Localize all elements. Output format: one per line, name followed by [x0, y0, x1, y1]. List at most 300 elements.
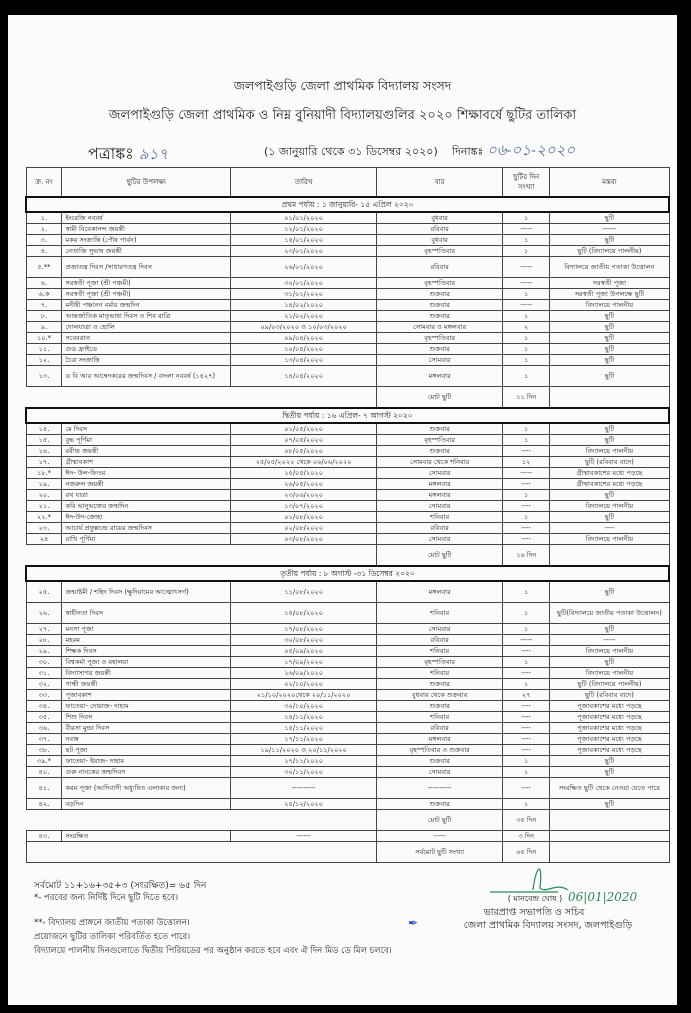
- cell-remarks: ছুটি (রবিবার বাদে): [550, 690, 669, 701]
- total-label: মোট ছুটি: [377, 387, 503, 409]
- cell-serial: ১৪.: [26, 423, 62, 435]
- cell-days-count: ২: [503, 322, 550, 333]
- cell-remarks: ছুটি: [550, 355, 669, 366]
- total-row: [26, 810, 669, 831]
- period-range: (১ জানুয়ারি থেকে ৩১ ডিসেম্বর ২০২০): [264, 145, 438, 158]
- cell-day: সোমবার: [377, 355, 503, 366]
- cell-date: ০২/১০/২০২০: [231, 679, 377, 690]
- cell-remarks: পূজাবকাশের মধ্যে পড়ছে: [550, 701, 669, 712]
- cell-serial: ১৫.: [26, 435, 62, 446]
- cell-day: শুক্রবার: [377, 446, 503, 457]
- total-row: [26, 545, 669, 567]
- col-days-count: ছুটির দিন সংখ্যা: [503, 168, 550, 198]
- cell-occasion: স্বাধীনতা দিবস: [62, 603, 231, 624]
- cell-remarks: ছুটি: [550, 311, 669, 322]
- cell-date: ২৬/০৯/২০২০: [231, 668, 377, 679]
- cell-day: রবিবার: [377, 257, 503, 278]
- cell-serial: ২২.*: [26, 512, 62, 523]
- cell-day: সোমবার: [377, 468, 503, 479]
- cell-remarks: [550, 831, 669, 842]
- cell-remarks: বিদ্যালয়ে পালনীয়: [550, 534, 669, 545]
- cell-remarks: পূজাবকাশের মধ্যে পড়ছে: [550, 712, 669, 723]
- cell-date: ০১/০১/২০২০: [231, 212, 377, 224]
- cell-occasion: নজরুল জয়ন্তী: [62, 479, 231, 490]
- cell-days-count: ১: [503, 212, 550, 224]
- cell-occasion: মকর সংক্রান্তি (পৌষ পার্বন): [62, 235, 231, 246]
- cell-remarks: বিদ্যালয়ে পালনীয়: [550, 501, 669, 512]
- cell-day: মঙ্গলবার: [377, 581, 503, 603]
- phase-title: প্রথম পর্যায় : ১ জানুয়ারি- ১৫ এপ্রিল ২০২০: [26, 197, 669, 212]
- cell-day: বৃহস্পতিবার: [377, 278, 503, 289]
- cell-serial: ১৯.: [26, 479, 62, 490]
- cell-occasion: বুদ্ধ পূর্ণিমা: [62, 435, 231, 446]
- total-label: মোট ছুটি: [377, 545, 503, 567]
- table-row: [26, 734, 669, 745]
- cell-date: ১০/০৪/২০২০: [231, 344, 377, 355]
- cell-occasion: বড়দিন: [62, 799, 231, 810]
- cell-day: শুক্রবার: [377, 756, 503, 767]
- cell-serial: ৯.: [26, 322, 62, 333]
- cell-day: বৃহস্পতিবার: [377, 246, 503, 257]
- cell-days-count: ----: [503, 523, 550, 534]
- total-remarks: [550, 545, 669, 567]
- cell-serial: ৪.: [26, 246, 62, 257]
- cell-occasion: প্রজাতন্ত্র দিবস /সাধারণতন্ত্র দিবস: [62, 257, 231, 278]
- phase-title: তৃতীয় পর্যায় : ৮ অগাস্ট -৩১ ডিসেম্বর ২০২০: [26, 566, 669, 581]
- cell-occasion: গ্রীষ্মাবকাশ: [62, 457, 231, 468]
- table-row: [26, 690, 669, 701]
- cell-days-count: ১: [503, 756, 550, 767]
- cell-serial: ২৩.: [26, 523, 62, 534]
- cell-day: সোমবার: [377, 624, 503, 635]
- cell-date: ০৫/০৯/২০২০: [231, 646, 377, 657]
- cell-serial: ৩৯.*: [26, 756, 62, 767]
- cell-days-count: ১: [503, 799, 550, 810]
- cell-remarks: ছুটি (রবিবার বাদে): [550, 457, 669, 468]
- cell-day: রবিবার: [377, 224, 503, 235]
- cell-day: মঙ্গলবার: [377, 490, 503, 501]
- table-row: [26, 224, 669, 235]
- cell-day: শুক্রবার: [377, 701, 503, 712]
- cell-days-count: ----: [503, 712, 550, 723]
- cell-serial: ৪১.: [26, 778, 62, 799]
- cell-remarks: ছুটি: [550, 322, 669, 333]
- cell-remarks: ছুটি (বিদ্যালয়ে পালনীয়): [550, 679, 669, 690]
- document-title: জলপাইগুড়ি জেলা প্রাথমিক ও নিম্ন বুনিয়াদী বিদ্যালয়গুলির ২০২০ শিক্ষাবর্ষে ছুটির তালিকা: [108, 108, 577, 123]
- cell-day: বৃহস্পতিবার: [377, 657, 503, 668]
- total-label: মোট ছুটি: [377, 810, 503, 831]
- col-serial: ক্র. নং: [26, 168, 62, 198]
- cell-serial: ১৬.: [26, 446, 62, 457]
- cell-days-count: -----: [503, 468, 550, 479]
- table-row: [26, 446, 669, 457]
- cell-serial: ৩৫.: [26, 712, 62, 723]
- cell-date: ১৫/০৮/২০২০: [231, 603, 377, 624]
- pen-mark-icon: ✒: [408, 916, 419, 930]
- cell-remarks: ছুটি: [550, 767, 669, 778]
- cell-date: ২৬/০৫/২০২০: [231, 479, 377, 490]
- grand-sum-note: সর্বমোট ১১+১৬+৩৫+৩ (সংরক্ষিত)= ৬৫ দিন: [34, 881, 207, 891]
- cell-occasion: ঈদ- উল-ফিতর: [62, 468, 231, 479]
- cell-days-count: ২৭: [503, 690, 550, 701]
- cell-days-count: -----: [503, 300, 550, 311]
- cell-days-count: ১: [503, 657, 550, 668]
- cell-serial: ২.: [26, 224, 62, 235]
- cell-remarks: ছুটি(বিদ্যালয়ে জাতীয় পতাকা উত্তোলন): [550, 603, 669, 624]
- cell-occasion: ড বি আর আম্বেদকরের জন্মদিবস / বাংলা নববর্ষ (১৪২৭): [62, 366, 231, 387]
- cell-occasion: কবি ভানুভক্তের জন্মদিন: [62, 501, 231, 512]
- cell-remarks: ছুটি: [550, 212, 669, 224]
- cell-days-count: ১: [503, 490, 550, 501]
- cell-date: ১৪/০৪/২০২০: [231, 366, 377, 387]
- cell-occasion: চৈত্র সংক্রান্তি: [62, 355, 231, 366]
- cell-occasion: শিক্ষক দিবস: [62, 646, 231, 657]
- phase-header: [26, 197, 669, 212]
- cell-day: বৃহস্পতিবার ও শুক্রবার: [377, 745, 503, 756]
- cell-date: ২৩/০১/২০২০: [231, 246, 377, 257]
- cell-occasion: ফাতেয়া- দোয়াজ- দাহাম: [62, 701, 231, 712]
- cell-date: ১৭/০৯/২০২০: [231, 657, 377, 668]
- table-row: [26, 257, 669, 278]
- cell-days-count: ----: [503, 778, 550, 799]
- cell-remarks: ছুটি: [550, 512, 669, 523]
- cell-days-count: ১: [503, 344, 550, 355]
- phase-header: [26, 566, 669, 581]
- cell-serial: ১১.: [26, 344, 62, 355]
- table-row: [26, 289, 669, 300]
- cell-remarks: ছুটি: [550, 366, 669, 387]
- cell-remarks: সংরক্ষিত ছুটি থেকে নেওয়া যেতে পারে: [550, 778, 669, 799]
- cell-date: ৩০/১১/২০২০: [231, 767, 377, 778]
- table-row: [26, 534, 669, 545]
- cell-day: বুধবার থেকে শুক্রবার: [377, 690, 503, 701]
- cell-serial: ১.: [26, 212, 62, 224]
- cell-occasion: পূজাবকাশ: [62, 690, 231, 701]
- cell-date: ২৭/১১/২০২০: [231, 756, 377, 767]
- cell-occasion: বিশ্বকর্মা পূজা ও মহালয়া: [62, 657, 231, 668]
- cell-remarks: গ্রীষ্মাবকাশের মধ্যে পড়ছে: [550, 479, 669, 490]
- cell-days-count: ----: [503, 479, 550, 490]
- cell-date: ২৬/০১/২০২০: [231, 257, 377, 278]
- cell-remarks: -----: [550, 635, 669, 646]
- cell-occasion: গুরু নানকের জন্মদিবস: [62, 767, 231, 778]
- cell-remarks: ছুটি: [550, 581, 669, 603]
- cell-day: মঙ্গলবার: [377, 734, 503, 745]
- cell-occasion: রবীন্দ্র জয়ন্তী: [62, 446, 231, 457]
- cell-day: শনিবার: [377, 603, 503, 624]
- memo-value: ৯১৭: [138, 145, 169, 163]
- cell-day: শুক্রবার: [377, 300, 503, 311]
- cell-serial: ৮.: [26, 311, 62, 322]
- cell-date: ০১/০৫/২০২০: [231, 423, 377, 435]
- cell-serial: ৩৭.: [26, 734, 62, 745]
- table-row: [26, 235, 669, 246]
- cell-remarks: ছুটি: [550, 344, 669, 355]
- total-value: ১১ দিন: [503, 387, 550, 409]
- cell-days-count: ১: [503, 289, 550, 300]
- cell-serial: ৩১.: [26, 668, 62, 679]
- cell-days-count: ----: [503, 446, 550, 457]
- cell-days-count: ১: [503, 435, 550, 446]
- cell-days-count: ১২: [503, 457, 550, 468]
- cell-serial: ৩.: [26, 235, 62, 246]
- cell-serial: ৩৬.: [26, 723, 62, 734]
- cell-occasion: জন্মাষ্টমী / শহিদ দিবস (ক্ষুদিরামের আত্মোৎসর্গ): [62, 581, 231, 603]
- table-row: [26, 333, 669, 344]
- cell-serial: ১৩.: [26, 366, 62, 387]
- cell-occasion: ছট পূজা: [62, 745, 231, 756]
- table-row: [26, 366, 669, 387]
- total-value: ৩৫ দিন: [503, 810, 550, 831]
- cell-remarks: বিদ্যালয়ে পালনীয়: [550, 446, 669, 457]
- cell-days-count: ১: [503, 603, 550, 624]
- table-row: [26, 423, 669, 435]
- cell-date: ০৩/০৮/২০২০: [231, 534, 377, 545]
- cell-remarks: ছুটি: [550, 435, 669, 446]
- cell-days-count: ----: [503, 701, 550, 712]
- cell-serial: ৩৮.: [26, 745, 62, 756]
- cell-occasion: রথ যাত্রা: [62, 490, 231, 501]
- cell-day: শনিবার: [377, 712, 503, 723]
- cell-days-count: ১: [503, 512, 550, 523]
- cell-date: ১৪/০২/২০২০: [231, 300, 377, 311]
- cell-date: ১৩/০৭/২০২০: [231, 501, 377, 512]
- table-row: [26, 799, 669, 810]
- signature-date: 06|01|2020: [568, 890, 638, 904]
- total-spacer: [26, 387, 377, 409]
- grand-total-label: সর্বমোট ছুটি সংখ্যা: [377, 842, 503, 863]
- phase-header: [26, 408, 669, 423]
- memo-number: [88, 141, 168, 168]
- cell-occasion: মনীষী পঞ্চানন বর্মার জন্মদিন: [62, 300, 231, 311]
- cell-serial: ২৯.: [26, 646, 62, 657]
- table-row: [26, 646, 669, 657]
- total-remarks: [550, 810, 669, 831]
- table-row: [26, 501, 669, 512]
- cell-days-count: ১: [503, 235, 550, 246]
- cell-occasion: ইংরেজি নববর্ষ: [62, 212, 231, 224]
- cell-remarks: পূজাবকাশের মধ্যে পড়ছে: [550, 745, 669, 756]
- cell-serial: ৪৩.: [26, 831, 62, 842]
- cell-serial: ২১.: [26, 501, 62, 512]
- cell-date: ১৪/১১/২০২০: [231, 712, 377, 723]
- cell-occasion: বীরসা মুন্ডা দিবস: [62, 723, 231, 734]
- cell-date: ১৫/০১/২০২০: [231, 235, 377, 246]
- table-row: [26, 322, 669, 333]
- cell-day: শুক্রবার: [377, 344, 503, 355]
- cell-remarks: বিদ্যালয়ে জাতীয় পতাকা উত্তোলন: [550, 257, 669, 278]
- cell-remarks: সরস্বতী পূজা উপলক্ষে ছুটি: [550, 289, 669, 300]
- cell-remarks: ছুটি: [550, 799, 669, 810]
- cell-days-count: ----: [503, 734, 550, 745]
- cell-days-count: -----: [503, 635, 550, 646]
- table-row: [26, 512, 669, 523]
- table-row: [26, 468, 669, 479]
- cell-date: ৩০/০৮/২০২০: [231, 635, 377, 646]
- table-row: [26, 657, 669, 668]
- table-row: [26, 523, 669, 534]
- cell-occasion: দোলযাত্রা ও হোলি: [62, 322, 231, 333]
- cell-date: ০১/০৮/২০২০: [231, 512, 377, 523]
- table-row: [26, 435, 669, 446]
- footnote-double-star: **- বিদ্যালয় প্রাঙ্গনে জাতীয় পতাকা উত্তোলন।: [34, 918, 190, 928]
- cell-date: ০৮/০৫/২০২০: [231, 446, 377, 457]
- table-row: [26, 767, 669, 778]
- cell-day: শনিবার: [377, 646, 503, 657]
- cell-day: -----: [377, 831, 503, 842]
- cell-date: ৩১/০১/২০২০: [231, 289, 377, 300]
- cell-days-count: ৩ দিন: [503, 831, 550, 842]
- cell-remarks: ছুটি: [550, 423, 669, 435]
- cell-serial: ২৮.: [26, 635, 62, 646]
- table-row: [26, 355, 669, 366]
- cell-remarks: ছুটি (বিদ্যালয়ে পালনীয়): [550, 246, 669, 257]
- cell-days-count: ১: [503, 767, 550, 778]
- issue-date: [452, 139, 575, 164]
- cell-days-count: ----: [503, 501, 550, 512]
- signatory-designation: ভারপ্রাপ্ত সভাপতি ও সচিব: [483, 907, 585, 918]
- cell-serial: ৬.: [26, 278, 62, 289]
- cell-day: রবিবার: [377, 723, 503, 734]
- cell-days-count: ১: [503, 246, 550, 257]
- table-row: [26, 278, 669, 289]
- cell-remarks: ----: [550, 523, 669, 534]
- cell-serial: ৩০.: [26, 657, 62, 668]
- cell-date: ২৫/০৫/২০২০: [231, 468, 377, 479]
- cell-day: বুধবার: [377, 235, 503, 246]
- cell-date: ১৭/১১/২০২০: [231, 734, 377, 745]
- cell-remarks: বিদ্যালয়ে পালনীয়: [550, 300, 669, 311]
- cell-remarks: ছুটি: [550, 657, 669, 668]
- cell-occasion: সংরক্ষিত: [62, 831, 231, 842]
- cell-occasion: গুড ফ্রাইডে: [62, 344, 231, 355]
- cell-date: ------: [231, 831, 377, 842]
- memo-label: পত্রাঙ্কঃ: [88, 144, 134, 163]
- cell-occasion: আন্তর্জাতিক মাতৃভাষা দিবস ও শিব রাত্রি: [62, 311, 231, 322]
- footnote-change: প্রয়োজনে ছুটির তালিকা পরিবর্তিত হতে পারে।: [34, 932, 191, 942]
- cell-occasion: গান্ধী জয়ন্তী: [62, 679, 231, 690]
- cell-date: ২১/০২/২০২০: [231, 311, 377, 322]
- cell-occasion: বিদ্যাসাগর জয়ন্তী: [62, 668, 231, 679]
- table-row: [26, 246, 669, 257]
- table-row: [26, 457, 669, 468]
- cell-day: বৃহস্পতিবার: [377, 333, 503, 344]
- table-row: [26, 624, 669, 635]
- cell-days-count: ১: [503, 366, 550, 387]
- cell-days-count: ১: [503, 311, 550, 322]
- footnote-observe: বিদ্যালয়ে পালনীয় দিনগুলোতে দ্বিতীয় পিরিয়ডের পর অনুষ্ঠান করতে হবে এবং ঐ দিন মিড ডে মিল চলবে।: [34, 946, 392, 956]
- cell-day: ----------: [377, 778, 503, 799]
- cell-day: শনিবার: [377, 668, 503, 679]
- cell-date: ০২/০৮/২০২০: [231, 523, 377, 534]
- table-row: [26, 778, 669, 799]
- cell-date: ২৩/০৬/২০২০: [231, 490, 377, 501]
- cell-remarks: ছুটি: [550, 333, 669, 344]
- cell-occasion: শিশু দিবস: [62, 712, 231, 723]
- table-row: [26, 212, 669, 224]
- total-spacer: [26, 810, 377, 831]
- cell-occasion: সরস্বতী পূজা (শ্রী পঞ্চমী): [62, 289, 231, 300]
- cell-occasion: সবেবরাত: [62, 333, 231, 344]
- document-page: [8, 15, 677, 1005]
- cell-days-count: ----: [503, 745, 550, 756]
- signatory-office: জেলা প্রাথমিক বিদ্যালয় সংসদ, জলপাইগুড়ি: [463, 920, 633, 931]
- cell-occasion: মনসা পূজা: [62, 624, 231, 635]
- cell-remarks: ছুটি: [550, 624, 669, 635]
- table-row: [26, 490, 669, 501]
- cell-occasion: সরস্বতী পূজা (শ্রী পঞ্চমী): [62, 278, 231, 289]
- total-row: [26, 387, 669, 409]
- cell-serial: ৩২.: [26, 679, 62, 690]
- cell-days-count: -----: [503, 224, 550, 235]
- cell-day: সোমবার থেকে শনিবার: [377, 457, 503, 468]
- cell-day: সোমবার: [377, 501, 503, 512]
- cell-day: শুক্রবার: [377, 799, 503, 810]
- table-row: [26, 712, 669, 723]
- cell-day: শুক্রবার: [377, 311, 503, 322]
- cell-date: ১৭/০৮/২০২০: [231, 624, 377, 635]
- cell-date: ৩০/১০/২০২০: [231, 701, 377, 712]
- table-row: [26, 479, 669, 490]
- cell-days-count: ----: [503, 668, 550, 679]
- table-row: [26, 300, 669, 311]
- table-row: [26, 701, 669, 712]
- col-day: বার: [377, 168, 503, 198]
- cell-remarks: সরস্বতী পূজা: [550, 278, 669, 289]
- cell-occasion: রাখি পূর্ণিমা: [62, 534, 231, 545]
- cell-date: ----------: [231, 778, 377, 799]
- cell-serial: ৪২.: [26, 799, 62, 810]
- total-remarks: [550, 387, 669, 409]
- cell-serial: ৭.: [26, 300, 62, 311]
- cell-serial: ১২.: [26, 355, 62, 366]
- cell-serial: ২৪: [26, 534, 62, 545]
- cell-occasion: করম পূজা (আদিবাসী অধ্যুষিত এলাকার জন্য): [62, 778, 231, 799]
- table-row: [26, 344, 669, 355]
- cell-day: শুক্রবার: [377, 289, 503, 300]
- cell-days-count: ১: [503, 333, 550, 344]
- table-row: [26, 603, 669, 624]
- cell-serial: ২৬.: [26, 603, 62, 624]
- col-occasion: ছুটির উপলক্ষ্য: [62, 168, 231, 198]
- cell-days-count: -----: [503, 257, 550, 278]
- cell-serial: ৩৩.: [26, 690, 62, 701]
- cell-occasion: ফাতেয়া- ইয়াজ- দাহাম: [62, 756, 231, 767]
- cell-date: ০৯/০৩/২০২০ ও ১০/০৩/২০২০: [231, 322, 377, 333]
- cell-date: ১৩/০৪/২০২০: [231, 355, 377, 366]
- cell-days-count: ----: [503, 723, 550, 734]
- cell-day: শনিবার: [377, 512, 503, 523]
- cell-day: সোমবার: [377, 767, 503, 778]
- cell-remarks: বিদ্যালয়ে পালনীয়: [550, 668, 669, 679]
- cell-serial: ২৫.: [26, 581, 62, 603]
- cell-day: শুক্রবার: [377, 679, 503, 690]
- cell-occasion: ঈদ-উদ-জোহা: [62, 512, 231, 523]
- cell-remarks: পূজাবকাশের মধ্যে পড়ছে: [550, 734, 669, 745]
- reserved-row: [26, 831, 669, 842]
- cell-day: রবিবার: [377, 635, 503, 646]
- table-row: [26, 745, 669, 756]
- cell-occasion: নেতাজি সুভাষ জয়ন্তী: [62, 246, 231, 257]
- cell-remarks: ছুটি: [550, 490, 669, 501]
- cell-serial: ১৮.*: [26, 468, 62, 479]
- cell-serial: ১৭.: [26, 457, 62, 468]
- phase-title: দ্বিতীয় পর্যায় : ১৬ এপ্রিল- ৭ আগস্ট ২০২০: [26, 408, 669, 423]
- cell-days-count: ১: [503, 624, 550, 635]
- cell-remarks: গ্রীষ্মাবকাশের মধ্যে পড়ছে: [550, 468, 669, 479]
- cell-day: সোমবার ও মঙ্গলবার: [377, 322, 503, 333]
- cell-days-count: ১: [503, 423, 550, 435]
